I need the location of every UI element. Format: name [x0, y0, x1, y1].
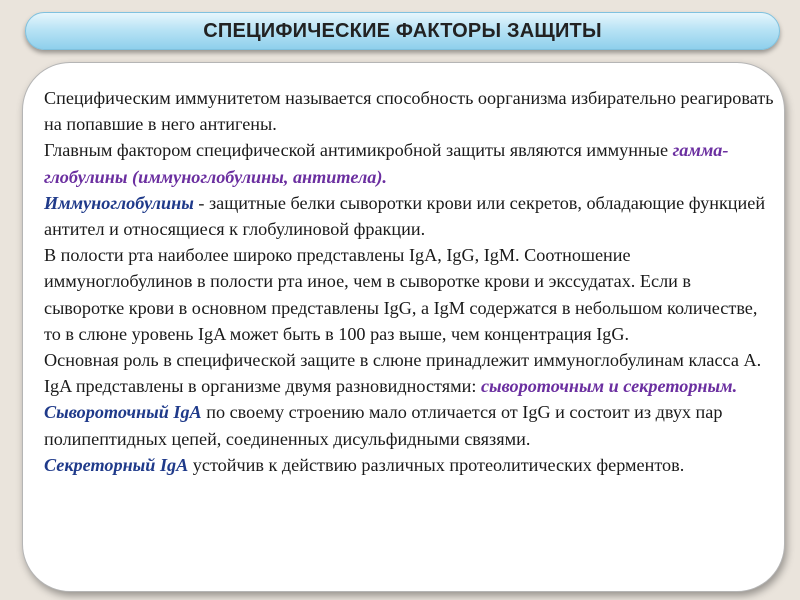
paragraph-main-factor — [44, 137, 774, 189]
highlight-gamma-globulins: гамма-глобулины (иммуноглобулины, антитела). — [44, 140, 729, 187]
highlight-serum-secretory: сывороточным и секреторным. — [480, 376, 738, 397]
paragraph-serum-iga — [44, 399, 774, 451]
paragraph-text: - защитные белки сыворотки крови или секретов, обладающие функцией антител и относящиеся к глобулиновой фракции. — [44, 192, 766, 240]
term-serum-iga: Сывороточный IgA — [44, 402, 202, 423]
paragraph-text: Основная роль в специфической защите в слюне принадлежит иммуноглобулинам класса А. IgA представлены в организме двумя разновидностями: — [44, 350, 762, 397]
title-bar — [25, 12, 780, 50]
paragraph-text: В полости рта наиболее широко представлены IgA, IgG, IgM. Соотношение иммуноглобулинов в полости рта иное, чем в сыворотке крови и экссудатах. Если в сыворотке крови в основном представлены IgG, а IgM содержатся в небольшом количестве, то в слюне уровень IgA может быть в 100 раз выше, чем концентрация IgG. — [44, 245, 758, 344]
page-title: СПЕЦИФИЧЕСКИЕ ФАКТОРЫ ЗАЩИТЫ — [203, 19, 602, 42]
paragraph-text: по своему строению мало отличается от IgG и состоит из двух пар полипептидных цепей, соединенных дисульфидными связями. — [44, 402, 723, 449]
paragraph-secretory-iga — [44, 452, 774, 478]
paragraph-text: Специфическим иммунитетом называется способность оорганизма избирательно реагировать на попавшие в него антигены. — [44, 88, 774, 135]
paragraph-text: устойчив к действию различных протеолитических ферментов. — [188, 454, 685, 475]
paragraph-text: Главным фактором специфической антимикробной защиты являются иммунные — [44, 140, 673, 161]
paragraph-definition — [44, 85, 774, 137]
term-secretory-iga: Секреторный IgA — [44, 454, 189, 475]
content-text — [44, 85, 774, 478]
paragraph-immunoglobulins — [44, 190, 774, 242]
paragraph-main-role — [44, 347, 774, 399]
paragraph-oral-cavity — [44, 242, 774, 347]
term-immunoglobulins: Иммуноглобулины — [44, 192, 194, 213]
